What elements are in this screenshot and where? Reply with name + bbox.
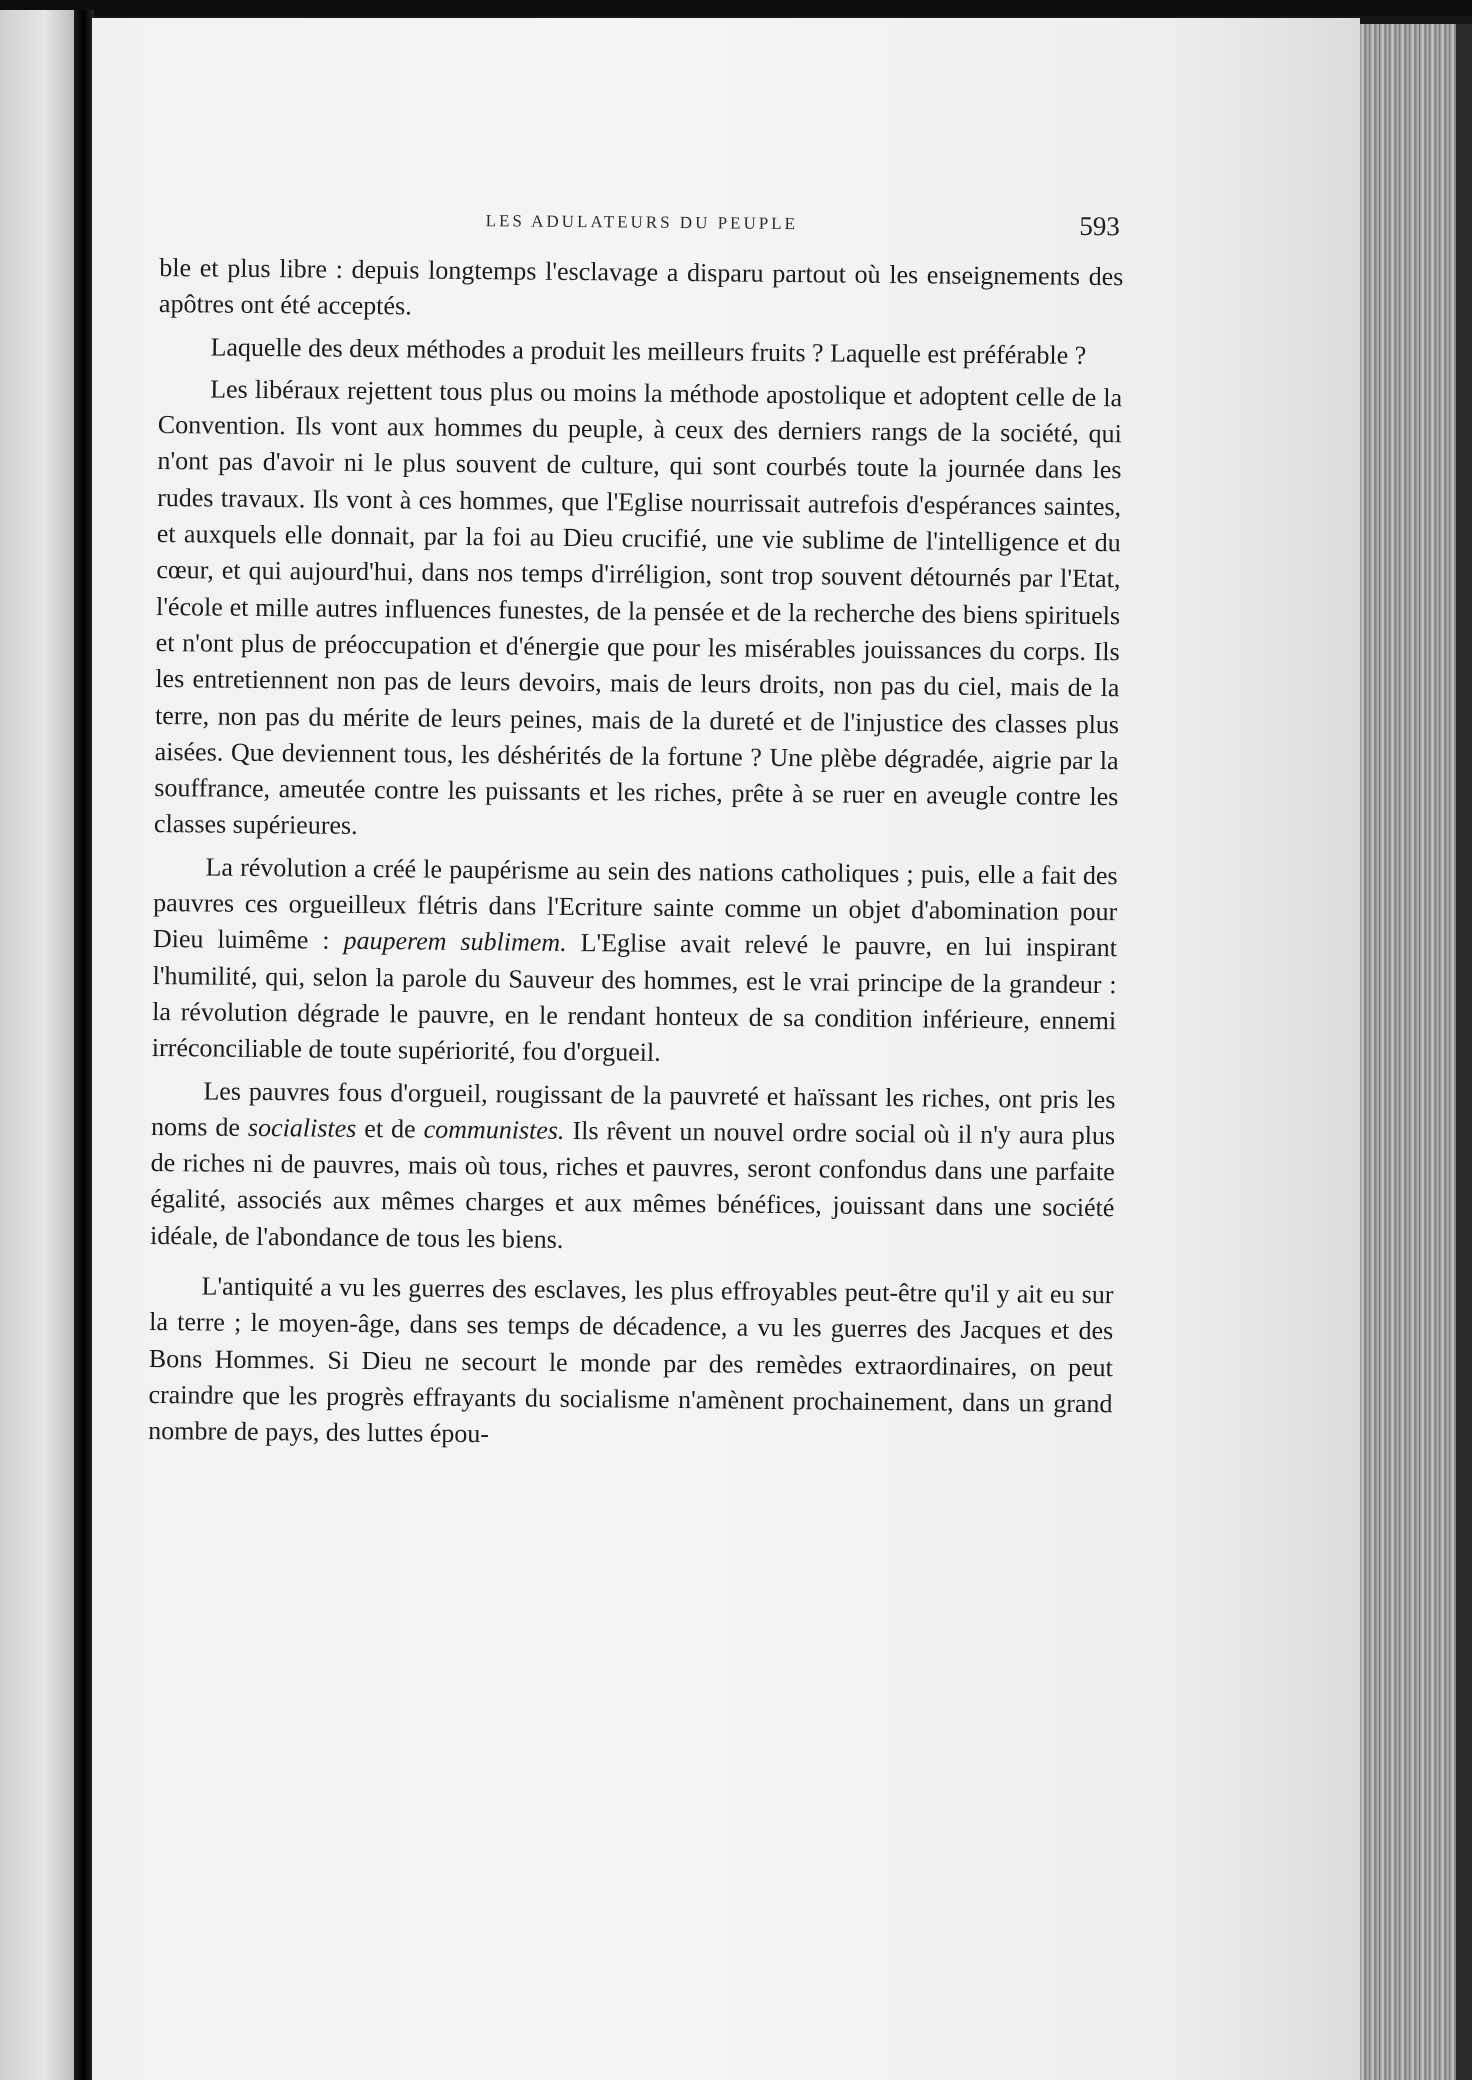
running-head (160, 200, 1124, 253)
paragraph-liberaux: Les libéraux rejettent tous plus ou moins la méthode apostolique et adoptent celle de la Convention. Ils vont aux hommes du peuple, à ceux des derniers rangs de la société, qui n'ont pas d'avoir ni le plus souvent de culture, qui sont courbés toute la journée dans les rudes travaux. Ils vont à ces hommes, que l'Eglise nourrissait autrefois d'espérances saintes, et auxquels elle donnait, par la foi au Dieu crucifié, une vie sublime de l'intelligence et du cœur, et qui aujourd'hui, dans nos temps d'irréligion, sont trop souvent détournés par l'Etat, l'école et mille autres influences funestes, de la pensée et de la recherche des biens spirituels et n'ont plus de préoccupation et d'énergie que pour les misérables jouissances du corps. Ils les entretiennent non pas de leurs devoirs, mais de leurs droits, non pas du ciel, mais de la terre, non pas du mérite de leurs peines, mais de la dureté et de l'injustice des classes plus aisées. Que deviennent tous, les déshérités de la fortune ? Une plèbe dégradée, aigrie par la souffrance, ameutée contre les puissants et les riches, prête à se ruer en aveugle contre les classes supérieures. (153, 374, 1123, 841)
latin-quotation: pauperem sublimem. (343, 926, 567, 958)
scan-top-border (0, 0, 1472, 16)
running-title: LES ADULATEURS DU PEUPLE (485, 211, 799, 234)
book-gutter (74, 10, 94, 2080)
term-socialistes: socialistes (247, 1112, 357, 1143)
paragraph-antiquite: L'antiquité a vu les guerres des esclaves, les plus effroyables peut-être qu'il y ait eu sur la terre ; le moyen-âge, dans ses temps de décadence, a vu les guerres des Jacques et des Bons Hommes. Si Dieu ne secourt le monde par des remèdes extraordinaires, on peut craindre que les progrès effrayants du socialisme n'amènent prochainement, dans un grand nombre de pays, des luttes épou- (148, 1271, 1114, 1449)
paragraph-continuation: ble et plus libre : depuis longtemps l'esclavage a disparu partout où les enseignements des apôtres ont été acceptés. (158, 252, 1124, 321)
page-edges (1360, 24, 1456, 2080)
paragraph-pauvres-text-a: Les pauvres fous d'orgueil, rougissant de la pauvreté et haïssant les riches, ont pris les noms de (150, 1075, 1116, 1142)
paragraph-revolution-text-b: L'Eglise avait relevé le pauvre, en lui inspirant l'humilité, qui, selon la parole du Sauveur des hommes, est le vrai principe de la grandeur : la révolution dégrade le pauvre, en le rendant honteux de sa condition inférieure, ennemi irréconciliable de toute supériorité, fou d'orgueil. (151, 928, 1118, 1068)
paragraph-pauvres-text-b: et de (356, 1113, 424, 1144)
paragraph-revolution (152, 849, 1118, 1076)
term-communistes: communistes. (423, 1114, 565, 1145)
scan-right-border (1456, 24, 1472, 2080)
paragraph-question: Laquelle des deux méthodes a produit les meilleurs fruits ? Laquelle est préférable ? (210, 332, 1087, 370)
paragraph-pauvres (150, 1072, 1116, 1263)
facing-page-edge (0, 10, 74, 2080)
paragraph-revolution-text-a: La révolution a créé le paupérisme au sein des nations catholiques ; puis, elle a fait des pauvres ces orgueilleux flétris dans l'Ecriture sainte comme un objet d'abomination pour Dieu luimême : (152, 852, 1118, 956)
paragraph-pauvres-text-c: Ils rêvent un nouvel ordre social où il n'y aura plus de riches ni de pauvres, mais où tous, riches et pauvres, seront confondus dans une parfaite égalité, associés aux mêmes charges et aux mêmes bénéfices, jouissant dans une société idéale, de l'abondance de tous les biens. (149, 1115, 1116, 1254)
page-text-block (148, 200, 1124, 1465)
page-number: 593 (1079, 210, 1120, 242)
